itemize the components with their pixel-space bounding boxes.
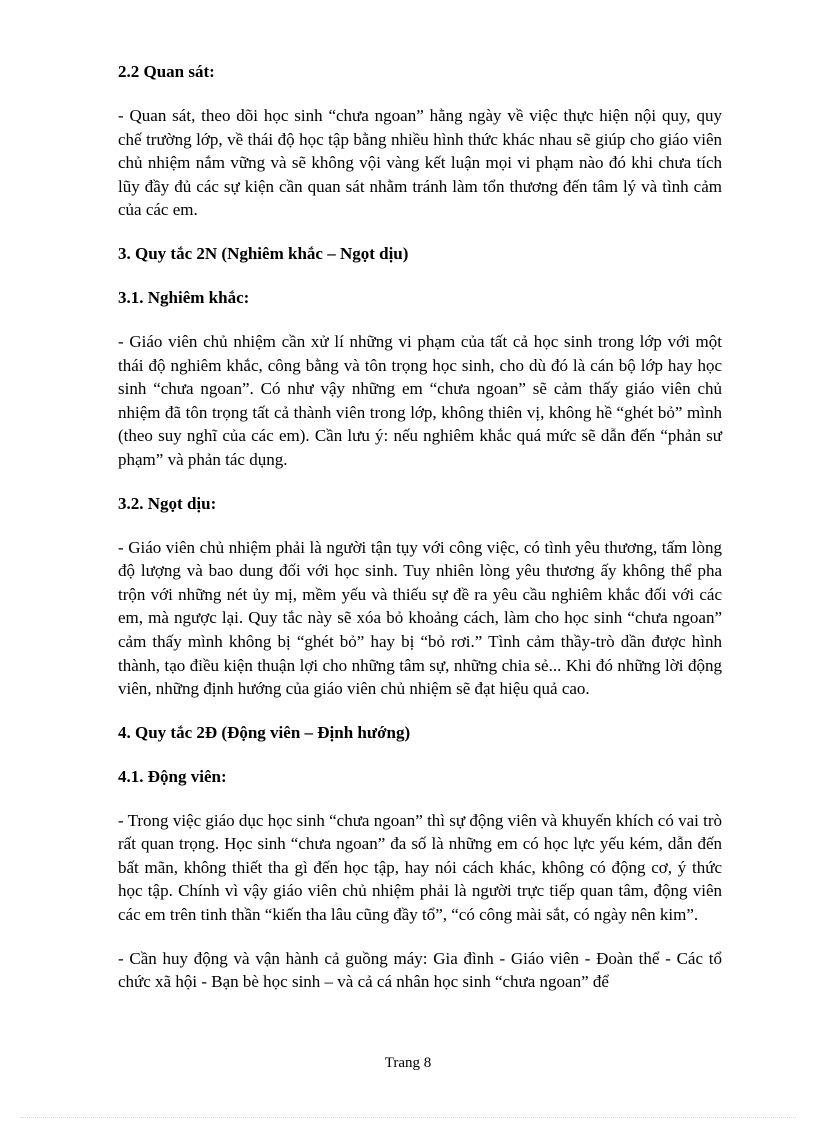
paragraph: - Giáo viên chủ nhiệm phải là người tận tụy với công việc, có tình yêu thương, tấm lòng độ lượng và bao dung đối với học sinh. Tuy nhiên lòng yêu thương ấy không thể pha trộn với những nét ủy mị, mềm yếu và thiếu sự đề ra yêu cầu nghiêm khắc đối với các em, mà ngược lại. Quy tắc này sẽ xóa bỏ khoảng cách, làm cho học sinh “chưa ngoan” cảm thấy mình không bị “ghét bỏ” hay bị “bỏ rơi.” Tình cảm thầy-trò dần được hình thành, tạo điều kiện thuận lợi cho những tâm sự, những chia sẻ... Khi đó những lời động viên, những định hướng của giáo viên chủ nhiệm sẽ đạt hiệu quả cao.: [118, 537, 722, 699]
section-heading: 4.1. Động viên:: [118, 766, 227, 786]
section-heading: 2.2 Quan sát:: [118, 62, 215, 81]
paragraph: - Trong việc giáo dục học sinh “chưa ngoan” thì sự động viên và khuyến khích có vai trò rất quan trọng. Học sinh “chưa ngoan” đa số là những em có học lực yếu kém, dẫn đến bất mãn, không thiết tha gì đến học tập, hay nói cách khác, không có động cơ, ý thức học tập. Chính vì vậy giáo viên chủ nhiệm phải là người trực tiếp quan tâm, động viên các em trên tinh thần “kiến tha lâu cũng đầy tổ”, “có công mài sắt, có ngày nên kim”.: [118, 810, 722, 925]
page-number: Trang 8: [384, 1055, 432, 1071]
section-heading: 3.2. Ngọt dịu:: [118, 493, 217, 513]
section-heading: 4. Quy tắc 2Đ (Động viên – Định hướng): [118, 722, 411, 742]
page-edge-divider: [20, 1117, 796, 1118]
paragraph: - Giáo viên chủ nhiệm cần xử lí những vi phạm của tất cả học sinh trong lớp với một thái độ nghiêm khắc, công bằng và tôn trọng học sinh, cho dù đó là cán bộ lớp hay học sinh “chưa ngoan”. Có như vậy những em “chưa ngoan” sẽ cảm thấy giáo viên chủ nhiệm đã tôn trọng tất cả thành viên trong lớp, không thiên vị, không hề “ghét bỏ” mình (theo suy nghĩ của các em). Cần lưu ý: nếu nghiêm khắc quá mức sẽ dẫn đến “phản sư phạm” và phản tác dụng.: [118, 331, 722, 469]
paragraph: - Quan sát, theo dõi học sinh “chưa ngoan” hằng ngày về việc thực hiện nội quy, quy chế trường lớp, về thái độ học tập bằng nhiều hình thức khác nhau sẽ giúp cho giáo viên chủ nhiệm nắm vững và sẽ không vội vàng kết luận mọi vi phạm nào đó khi chưa tích lũy đầy đủ các sự kiện cần quan sát nhằm tránh làm tổn thương đến tâm lý và tình cảm của các em.: [118, 106, 722, 220]
paragraph: - Cần huy động và vận hành cả guồng máy: Gia đình - Giáo viên - Đoàn thể - Các tổ chức xã hội - Bạn bè học sinh – và cả cá nhân học sinh “chưa ngoan” để: [118, 948, 722, 992]
section-heading: 3.1. Nghiêm khắc:: [118, 287, 250, 307]
document-body: [118, 60, 722, 994]
section-heading: 3. Quy tắc 2N (Nghiêm khắc – Ngọt dịu): [118, 243, 409, 263]
